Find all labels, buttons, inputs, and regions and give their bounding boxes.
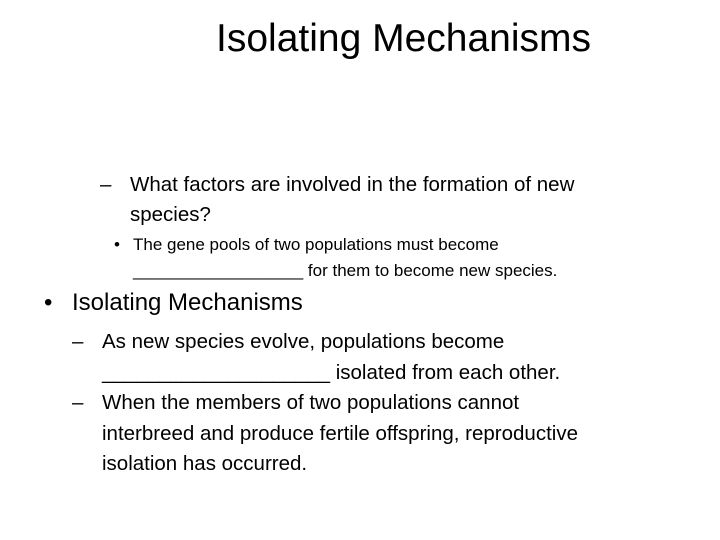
- dash-marker: –: [72, 330, 84, 353]
- point2-line-2: interbreed and produce fertile offspring, reproductive: [102, 421, 578, 445]
- bullet-marker: •: [44, 289, 53, 316]
- dash-marker: –: [100, 173, 112, 196]
- question-line-1: What factors are involved in the formation of new: [130, 173, 575, 196]
- point2-line-3: isolation has occurred.: [102, 452, 308, 475]
- question-line-2: species?: [130, 203, 211, 226]
- point1-line-1: As new species evolve, populations become: [102, 330, 505, 353]
- bullet-marker: •: [114, 235, 120, 254]
- point1-line-2: ____________________ isolated from each other.: [102, 360, 561, 384]
- point2-line-1: When the members of two populations cannot: [102, 391, 520, 414]
- answer-line-2: __________________ for them to become new species.: [133, 261, 558, 280]
- slide-title: Isolating Mechanisms: [216, 17, 591, 60]
- main-bullet-text: Isolating Mechanisms: [72, 289, 303, 316]
- point-item-2: [72, 388, 702, 480]
- dash-marker: –: [72, 391, 84, 414]
- main-bullet: [44, 287, 672, 319]
- point-item-1: [72, 327, 702, 388]
- question-item: [100, 170, 670, 230]
- answer-line-1: The gene pools of two populations must become: [133, 235, 499, 254]
- answer-sub-bullet: [114, 232, 673, 284]
